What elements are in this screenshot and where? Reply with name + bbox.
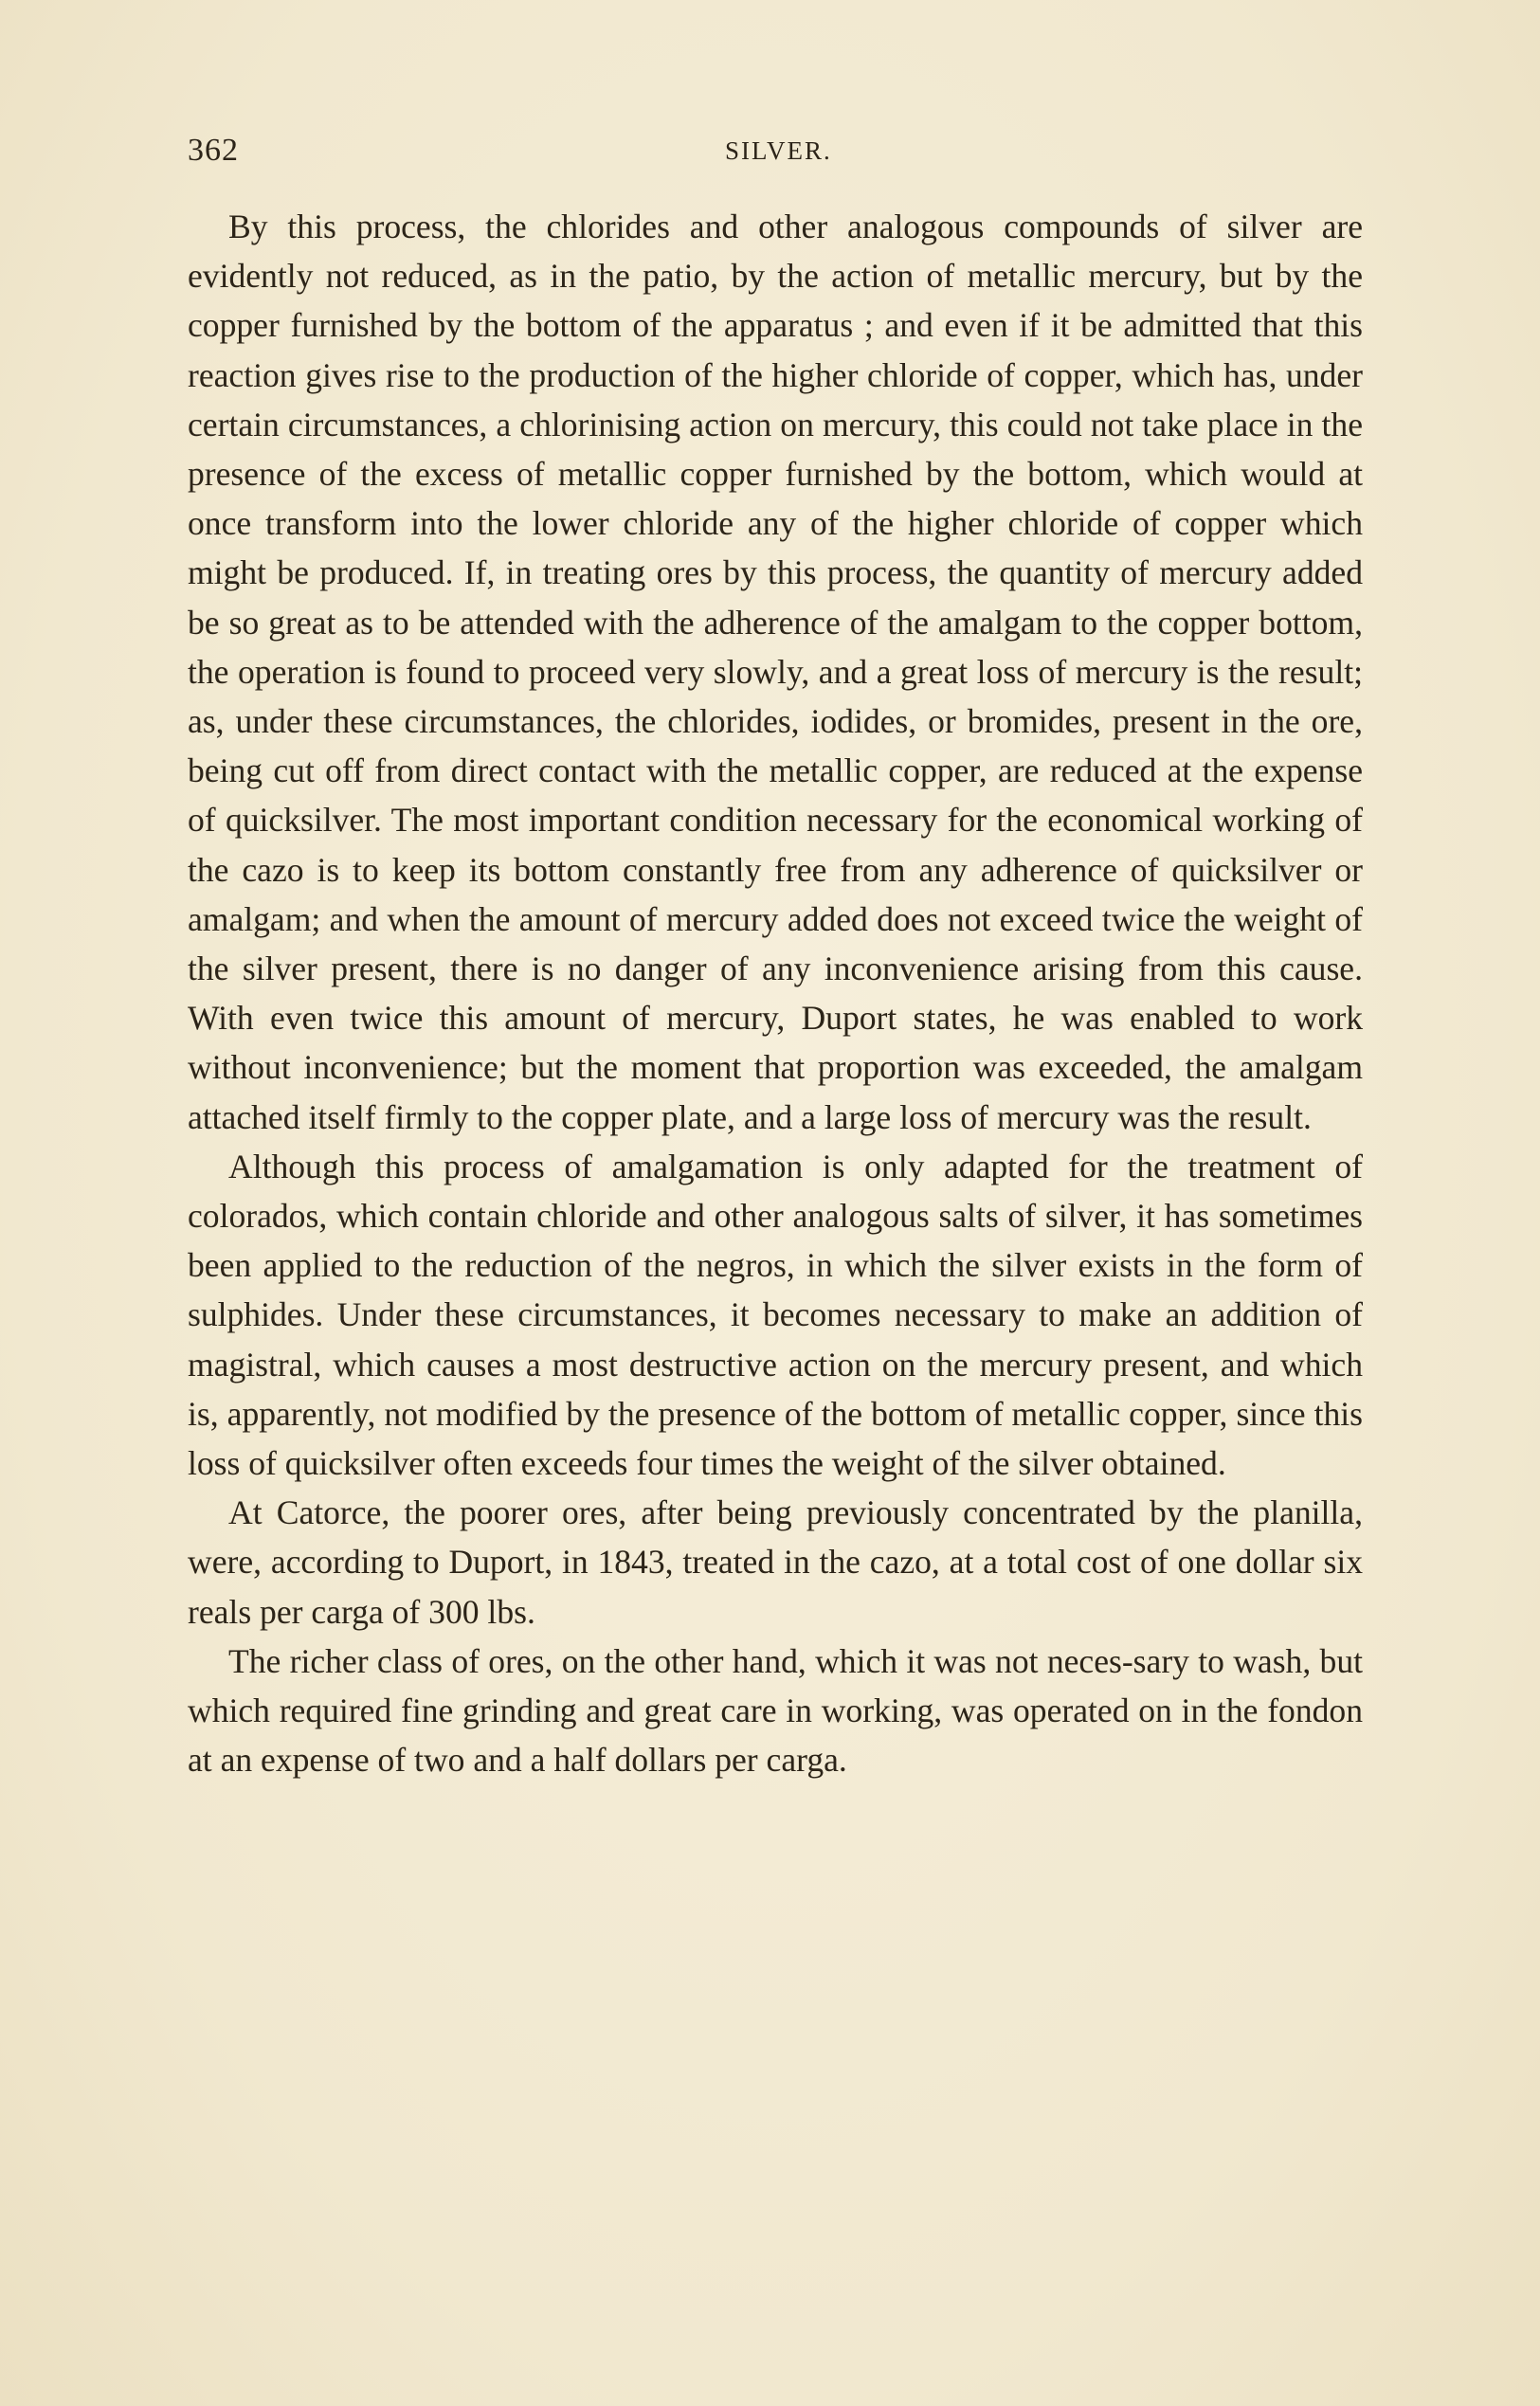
running-title: SILVER. <box>725 136 832 165</box>
body-text <box>188 202 1363 1785</box>
paragraph: By this process, the chlorides and other analogous compounds of silver are evidently not reduced, as in the patio, by the action of metallic mercury, but by the copper furnished by the bottom of the apparatus ; and even if it be admitted that this reaction gives rise to the production of the higher chloride of copper, which has, under certain circumstances, a chlorinising action on mercury, this could not take place in the presence of the excess of metallic copper furnished by the bottom, which would at once transform into the lower chloride any of the higher chloride of copper which might be produced. If, in treating ores by this process, the quantity of mercury added be so great as to be attended with the adherence of the amalgam to the copper bottom, the operation is found to proceed very slowly, and a great loss of mercury is the result; as, under these circumstances, the chlorides, iodides, or bromides, present in the ore, being cut off from direct contact with the metallic copper, are reduced at the expense of quicksilver. The most important condition necessary for the economical working of the cazo is to keep its bottom constantly free from any adherence of quicksilver or amalgam; and when the amount of mercury added does not exceed twice the weight of the silver present, there is no danger of any inconvenience arising from this cause. With even twice this amount of mercury, Duport states, he was enabled to work without inconvenience; but the moment that proportion was exceeded, the amalgam attached itself firmly to the copper plate, and a large loss of mercury was the result. <box>188 208 1363 1136</box>
paragraph: Although this process of amalgamation is only adapted for the treatment of colorados, which contain chloride and other analogous salts of silver, it has sometimes been applied to the reduction of the negros, in which the silver exists in the form of sulphides. Under these circumstances, it becomes necessary to make an addition of magistral, which causes a most destructive action on the mercury present, and which is, apparently, not modified by the presence of the bottom of metallic copper, since this loss of quicksilver often exceeds four times the weight of the silver obtained. <box>188 1147 1363 1483</box>
paragraph: The richer class of ores, on the other hand, which it was not neces-sary to wash, but which required fine grinding and great care in working, was operated on in the fondon at an expense of two and a half dollars per carga. <box>188 1641 1363 1780</box>
page-number: 362 <box>188 133 239 168</box>
paragraph: At Catorce, the poorer ores, after being previously concentrated by the planilla, were, according to Duport, in 1843, treated in the cazo, at a total cost of one dollar six reals per carga of 300 lbs. <box>188 1493 1363 1631</box>
page-header <box>188 133 1363 174</box>
